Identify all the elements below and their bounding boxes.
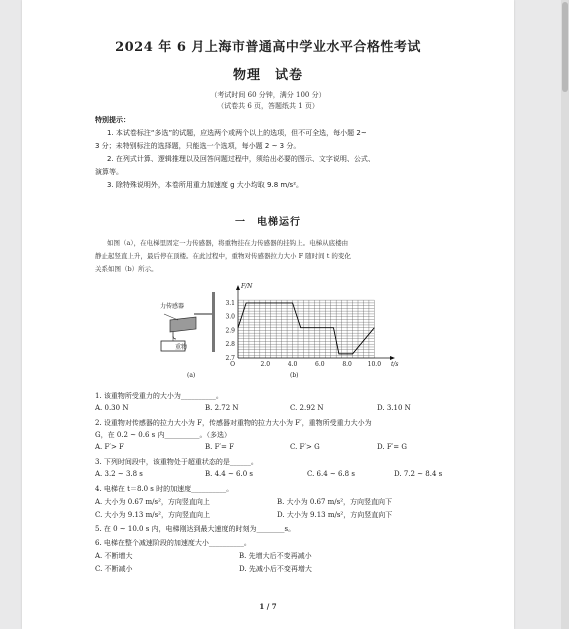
y-tick-label: 2.8: [225, 341, 235, 349]
vertical-scrollbar[interactable]: [561, 0, 569, 629]
tip-line: 3. 除特殊说明外，本卷所用重力加速度 g 大小均取 9.8 m/s²。: [107, 181, 304, 189]
q1-option-b: B. 2.72 N: [205, 404, 239, 412]
question-4-stem: 4. 电梯在 t＝8.0 s 时的加速度__________。: [95, 485, 234, 493]
force-series-line: [238, 303, 374, 354]
question-5-stem: 5. 在 0 ~ 10.0 s 内，电梯刚达到最大速度的时刻为________s。: [95, 525, 296, 533]
q4-option-a: A. 大小为 0.67 m/s²，方向竖直向上: [95, 498, 210, 506]
q4-option-c: C. 大小为 9.13 m/s²，方向竖直向上: [95, 511, 210, 519]
q1-option-a: A. 0.30 N: [95, 404, 129, 412]
q3-option-c: C. 6.4 ~ 6.8 s: [307, 470, 355, 478]
intro-line: 静止起竖直上升，最后停在顶楼。在此过程中，重物对传感器拉力大小 F 随时间 t 的变化: [95, 252, 351, 260]
tip-line: 3 分；未特别标注的选择题，只能选一个选项，每小题 2 ~ 3 分。: [95, 142, 301, 150]
document-page: [22, 0, 514, 629]
sensor-label: 力传感器: [160, 303, 185, 310]
q2-option-c: C. F′> G: [290, 443, 320, 451]
subject-title: 物理 试卷: [232, 68, 303, 83]
tip-line: 1. 本试卷标注“多选”的试题，应选两个或两个以上的选项，但不可全选，每小题 2~: [107, 129, 367, 137]
section-title: 一 电梯运行: [235, 217, 301, 228]
origin-label: O: [230, 361, 235, 368]
force-time-chart: [200, 278, 400, 374]
question-6-stem: 6. 电梯在整个减速阶段的加速度大小__________。: [95, 539, 251, 547]
x-axis-arrow-icon: [390, 356, 395, 360]
y-axis-label: F/N: [241, 283, 253, 290]
q3-option-d: D. 7.2 ~ 8.4 s: [394, 470, 443, 478]
q4-option-b: B. 大小为 0.67 m/s²，方向竖直向下: [277, 498, 393, 506]
q4-option-d: D. 大小为 9.13 m/s²，方向竖直向下: [277, 511, 393, 519]
figure-b-caption: (b): [290, 372, 299, 379]
force-sensor-body: [170, 317, 196, 332]
intro-line: 如图（a），在电梯里固定一力传感器，将重物挂在力传感器的挂钩上。电梯从底楼由: [107, 239, 349, 247]
y-tick-label: 2.9: [225, 327, 235, 335]
weight-label: 重物: [175, 344, 188, 351]
y-tick-label: 3.1: [225, 299, 235, 307]
q3-option-a: A. 3.2 ~ 3.8 s: [95, 470, 143, 478]
q2-option-a: A. F′> F: [95, 443, 124, 451]
x-axis-label: t/s: [391, 361, 399, 368]
q6-option-c: C. 不断减小: [95, 565, 133, 573]
q2-option-b: B. F′= F: [205, 443, 234, 451]
tip-line: 演算等。: [95, 168, 123, 176]
page-number: 1 / 7: [259, 602, 277, 611]
page-count-info: （试卷共 6 页，答题纸共 1 页）: [217, 102, 319, 110]
figure-a-caption: (a): [187, 372, 196, 379]
hook-icon: [173, 332, 176, 339]
x-tick-label: 8.0: [342, 361, 352, 368]
y-tick-label: 3.0: [225, 313, 235, 321]
y-axis-arrow-icon: [236, 285, 240, 290]
exam-title: 2024 年 6 月上海市普通高中学业水平合格性考试: [115, 40, 421, 55]
q6-option-b: B. 先增大后不变再减小: [239, 552, 312, 560]
x-tick-label: 2.0: [260, 361, 271, 368]
q1-option-d: D. 3.10 N: [377, 404, 411, 412]
q3-option-b: B. 4.4 ~ 6.0 s: [205, 470, 253, 478]
exam-time-info: （考试时间 60 分钟，满分 100 分）: [210, 91, 326, 99]
tip-line: 2. 在列式计算、逻辑推理以及回答问题过程中，须给出必要的图示、文字说明、公式、: [107, 155, 375, 163]
q2-option-d: D. F′= G: [377, 443, 407, 451]
q6-option-a: A. 不断增大: [95, 552, 133, 560]
sensor-leader-line: [164, 314, 178, 320]
tips-heading: 特别提示：: [95, 115, 130, 124]
question-2-stem-cont: G，在 0.2 ~ 0.6 s 内__________。（多选）: [95, 431, 231, 439]
intro-line: 关系如图（b）所示。: [95, 265, 158, 273]
q6-option-d: D. 先减小后不变再增大: [239, 565, 312, 573]
question-1-stem: 1. 该重物所受重力的大小为__________。: [95, 392, 223, 400]
x-tick-label: 4.0: [287, 361, 298, 368]
scrollbar-thumb[interactable]: [562, 2, 568, 92]
y-tick-label: 2.7: [225, 355, 235, 362]
q1-option-c: C. 2.92 N: [290, 404, 324, 412]
x-tick-label: 10.0: [367, 361, 382, 368]
x-tick-label: 6.0: [315, 361, 325, 368]
question-3-stem: 3. 下列时间段中，该重物处于超重状态的是______。: [95, 458, 258, 466]
question-2-stem: 2. 设重物对传感器的拉力大小为 F，传感器对重物的拉力大小为 F′，重物所受重力大小为: [95, 419, 372, 427]
